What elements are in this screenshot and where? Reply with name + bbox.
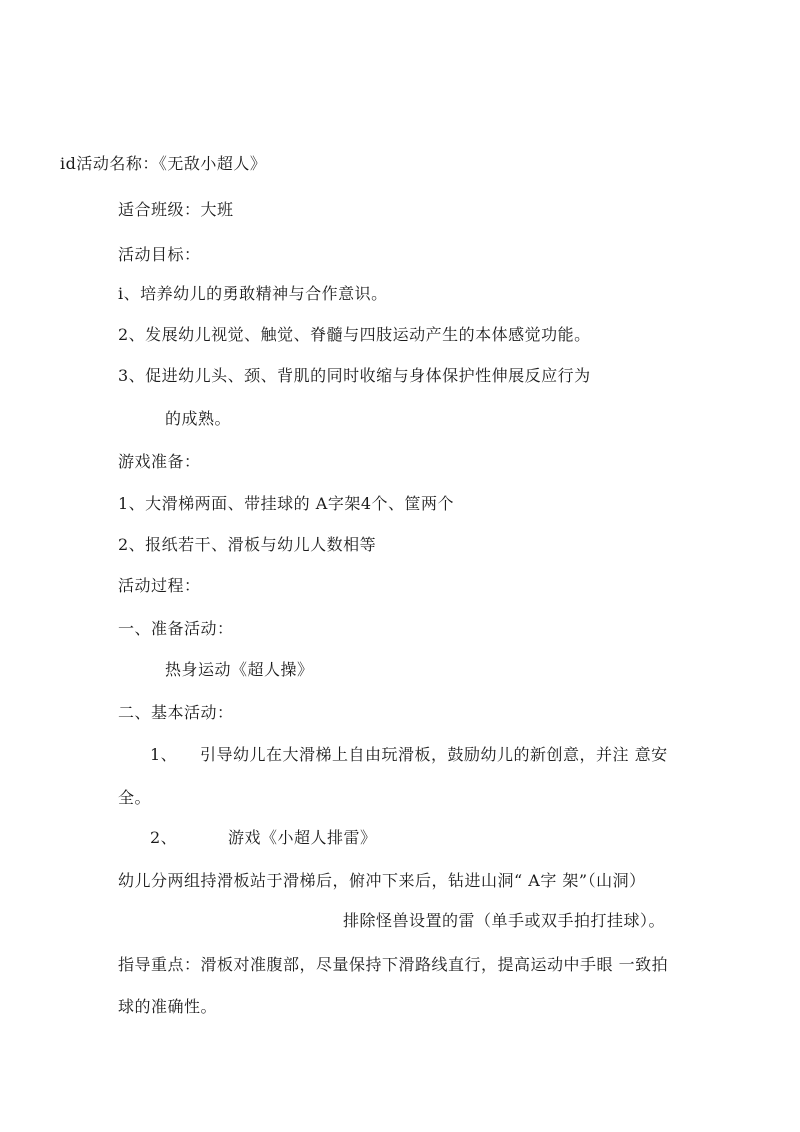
step-1-continuation: 全。	[118, 788, 152, 807]
game-description-line2: 排除怪兽设置的雷（单手或双手拍打挂球）。	[343, 911, 666, 930]
prep-heading: 游戏准备：	[118, 452, 201, 471]
step-2-text: 游戏《小超人排雷》	[228, 828, 377, 847]
section-2-heading: 二、基本活动：	[118, 703, 234, 722]
step-1-number: 1、	[150, 745, 178, 764]
goals-heading: 活动目标：	[118, 245, 201, 264]
section-1-content: 热身运动《超人操》	[165, 660, 314, 679]
game-description-line1: 幼儿分两组持滑板站于滑梯后，俯冲下来后，钻进山洞“ A字 架”（山洞）	[118, 871, 646, 890]
guidance-line2: 球的准确性。	[118, 997, 218, 1016]
guidance-line1: 指导重点：滑板对准腹部，尽量保持下滑路线直行，提高运动中手眼 一致拍	[118, 955, 669, 974]
step-1-text: 引导幼儿在大滑梯上自由玩滑板，鼓励幼儿的新创意，并注 意安	[200, 745, 668, 764]
step-2-number: 2、	[150, 828, 178, 847]
section-1-heading: 一、准备活动：	[118, 619, 234, 638]
goal-3-line2: 的成熟。	[165, 409, 232, 428]
prep-item-2: 2、报纸若干、滑板与幼儿人数相等	[118, 535, 377, 554]
goal-2: 2、发展幼儿视觉、触觉、脊髓与四肢运动产生的本体感觉功能。	[118, 325, 591, 344]
activity-title: id活动名称：《无敌小超人》	[60, 154, 267, 173]
prep-item-1: 1、大滑梯两面、带挂球的 A字架4个、筐两个	[118, 494, 455, 513]
goal-1: i、培养幼儿的勇敢精神与合作意识。	[118, 284, 388, 303]
goal-3-line1: 3、促进幼儿头、颈、背肌的同时收缩与身体保护性伸展反应行为	[118, 366, 591, 385]
class-level: 适合班级：大班	[118, 200, 234, 219]
process-heading: 活动过程：	[118, 576, 201, 595]
